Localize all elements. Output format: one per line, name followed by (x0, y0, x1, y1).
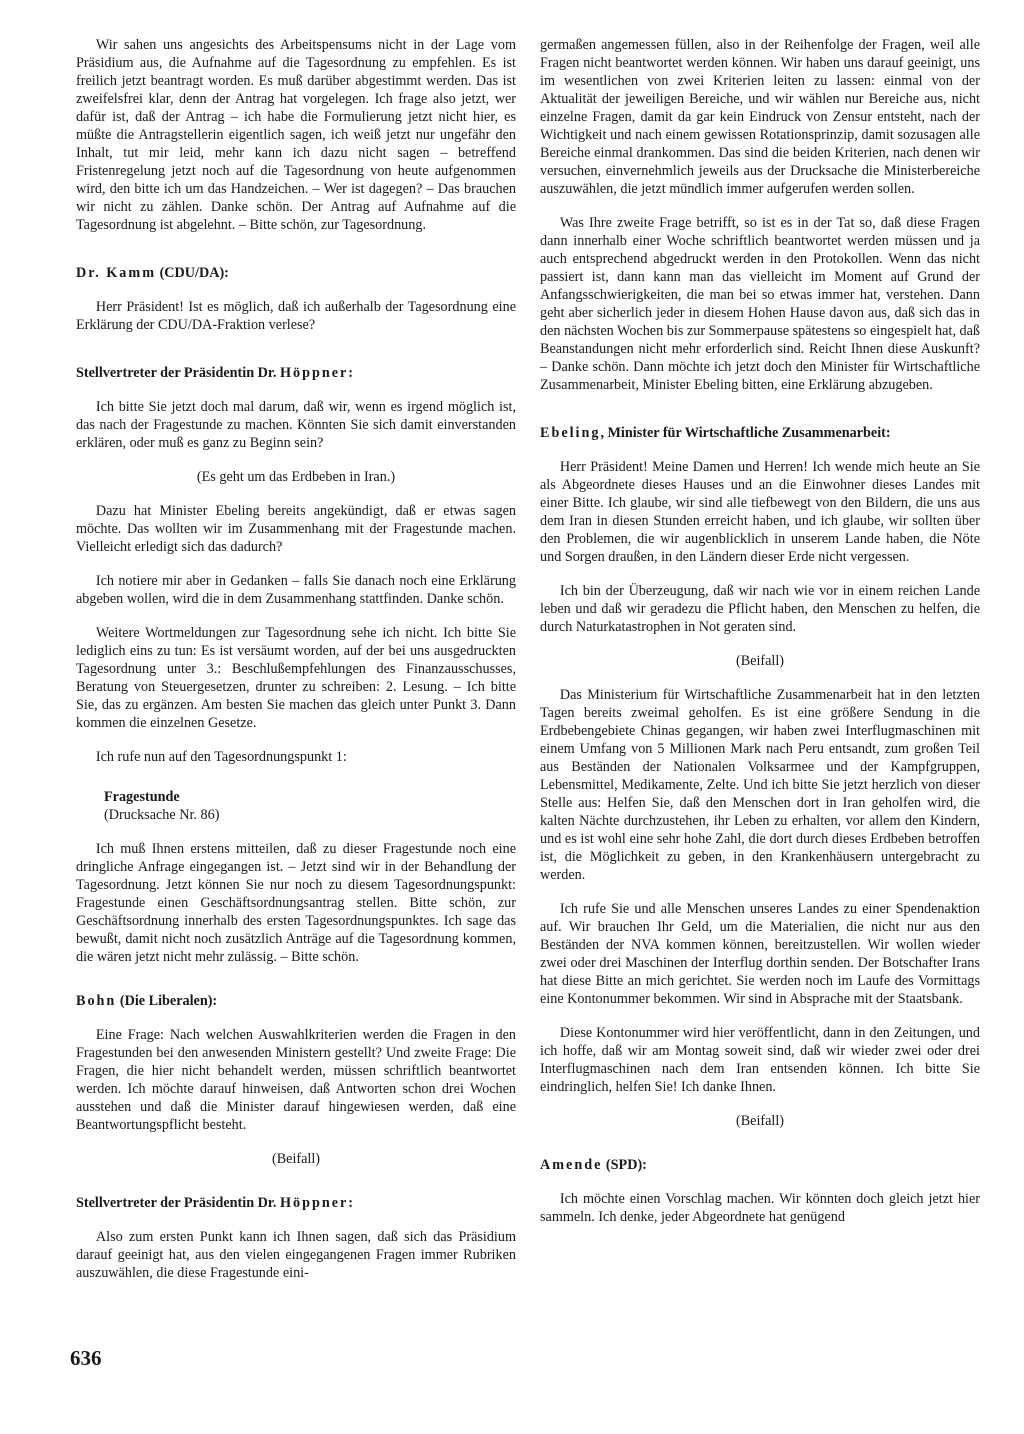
paragraph: Ich bin der Überzeugung, daß wir nach wie vor in einem reichen Lande leben und daß wir geradezu die Pflicht haben, den Menschen zu helfen, die durch Naturkatastrophen in Not geraten sind. (540, 583, 980, 635)
speaker-heading: Bohn (Die Liberalen): (76, 993, 218, 1009)
paragraph: Ich rufe Sie und alle Menschen unseres Landes zu einer Spendenaktion auf. Wir brauchen Ihr Geld, um die Materialien, die nicht nur aus den Beständen der NVA kommen können, bereitzustellen. Wir wollen wieder zwei oder drei Maschinen der Interflug dorthin senden. Der Botschafter Irans hat diese Bitte an mich gerichtet. Sie werden noch im Laufe des Vormittags eine Kontonummer bekommen. Wir sind in Absprache mit der Staatsbank. (540, 901, 980, 1007)
paragraph: Ich möchte einen Vorschlag machen. Wir könnten doch gleich jetzt hier sammeln. Ich denke, jeder Abgeordnete hat genügend (540, 1191, 980, 1225)
paragraph: Ich muß Ihnen erstens mitteilen, daß zu dieser Fragestunde noch eine dringliche Anfrage eingegangen ist. – Jetzt sind wir in der Behandlung der Tagesordnung. Jetzt können Sie nur noch zu diesem Tagesordnungspunkt: Fragestunde einen Geschäftsordnungsantrag stellen. Bitte schön, zur Geschäftsordnung innerhalb des ersten Tagesordnungspunktes. Ich sage das bewußt, damit nicht noch zusätzlich Anträge auf die Tagesordnung kommen, die wären jetzt nicht mehr zulässig. – Bitte schön. (76, 841, 516, 965)
paragraph: Ich rufe nun auf den Tagesordnungspunkt 1: (95, 749, 347, 765)
paragraph: germaßen angemessen füllen, also in der Reihenfolge der Fragen, weil alle Fragen nicht beantwortet werden können. Wir haben uns darauf geeinigt, uns im wesentlichen von zwei Kriterien leiten zu lassen: einmal von der Aktualität der jeweiligen Bereiche, und wir wählen nur Bereiche aus, nicht einzelne Fragen, damit da gar kein Eindruck von Zensur entsteht, nach der Wichtigkeit und nach einem gewissen Rotationsprinzip, damit sozusagen alle Bereiche einmal drankommen. Das sind die beiden Kriterien, nach denen wir versuchen, einvernehmlich jeweils aus der Drucksache die Ministerbereiche auszuwählen, die jetzt mündlich immer aufgerufen werden sollen. (540, 37, 980, 197)
page-number: 636 (70, 1346, 102, 1370)
paragraph: Ich bitte Sie jetzt doch mal darum, daß wir, wenn es irgend möglich ist, das nach der Fragestunde zu machen. Könnten Sie sich damit einverstanden erklären, oder muß es ganz zu Beginn sein? (76, 399, 516, 451)
applause: (Beifall) (735, 653, 785, 669)
paragraph: Dazu hat Minister Ebeling bereits angekündigt, daß er etwas sagen möchte. Das wollten wir im Zusammenhang mit der Fragestunde machen. Vielleicht erledigt sich das dadurch? (76, 503, 516, 555)
speaker-heading: Dr. Kamm (CDU/DA): (76, 265, 229, 281)
paragraph: Herr Präsident! Ist es möglich, daß ich außerhalb der Tagesordnung eine Erklärung der CDU/DA-Fraktion verlese? (76, 299, 516, 333)
agenda-item-reference: (Drucksache Nr. 86) (104, 807, 220, 823)
paragraph: Das Ministerium für Wirtschaftliche Zusammenarbeit hat in den letzten Tagen bereits zweimal geholfen. Es ist eine größere Sendung in die Erdbebengebiete Chinas gegangen, wir haben zwei Interflugmaschinen mit einem Umfang von 5 Millionen Mark nach Peru entsandt, zum großen Teil aus Beständen der Nationalen Volksarmee und der Kampfgruppen, Lebensmittel, Medikamente, Zelte. Und ich bitte Sie jetzt herzlich von dieser Stelle aus: Helfen Sie, daß den Menschen dort in Iran geholfen wird, die kalten Nächte durchzustehen, ihr Leben zu erhalten, vor allem den Kindern, und es ist wohl eine sehr hohe Zahl, die dort durch dieses Erdbeben betroffen ist, die Möglichkeit zu geben, in den Krankenhäusern untergebracht zu werden. (540, 687, 980, 883)
speaker-heading: Stellvertreter der Präsidentin Dr. Höppner: (76, 365, 354, 381)
speaker-heading: Amende (SPD): (540, 1157, 647, 1173)
paragraph: Also zum ersten Punkt kann ich Ihnen sagen, daß sich das Präsidium darauf geeinigt hat, aus den vielen eingegangenen Fragen immer Rubriken auszuwählen, die diese Fragestunde eini- (76, 1229, 516, 1281)
applause: (Beifall) (735, 1113, 785, 1129)
paragraph: Diese Kontonummer wird hier veröffentlicht, dann in den Zeitungen, und ich hoffe, daß wir am Montag soweit sind, daß wir wieder zwei oder drei Interflugmaschinen nach dem Iran entsenden können. Ich bitte Sie eindringlich, helfen Sie! Ich danke Ihnen. (540, 1025, 980, 1095)
paragraph: Was Ihre zweite Frage betrifft, so ist es in der Tat so, daß diese Fragen dann innerhalb einer Woche schriftlich beantwortet werden müssen und ja auch entsprechend abgedruckt werden in den Protokollen. Wenn das nicht passiert ist, dann kann man das vielleicht im Moment auf Grund der Anfangsschwierigkeiten, die man bei so etwas immer hat, verstehen. Dann geht aber sicherlich jeder in diesem Hohen Hause davon aus, daß sich das in den nächsten Wochen bis zur Sommerpause spätestens so eingespielt hat, daß Beanstandungen nicht mehr erforderlich sind. Reicht Ihnen diese Auskunft? – Danke schön. Dann möchte ich jetzt doch den Minister für Wirtschaftliche Zusammenarbeit, Minister Ebeling bitten, eine Erklärung abzugeben. (540, 215, 980, 393)
paragraph: Herr Präsident! Meine Damen und Herren! Ich wende mich heute an Sie als Abgeordnete dieses Hauses und an die Einwohner dieses Landes mit einer Bitte. Ich glaube, wir sind alle tiefbewegt von den Bildern, die uns aus dem Iran in diesen Stunden erreicht haben, und ich glaube, wir sollten über den Problemen, die wir augenblicklich in unserem Lande haben, die Nöte und Sorgen draußen, in den Ländern dieser Erde nicht vergessen. (540, 459, 980, 565)
right-column (540, 36, 980, 1226)
paragraph: Weitere Wortmeldungen zur Tagesordnung sehe ich nicht. Ich bitte Sie lediglich eins zu tun: Es ist versäumt worden, auf der bei uns ausgedruckten Tagesordnung unter 3.: Beschlußempfehlungen des Finanzausschusses, Beratung von Steuergesetzen, drunter zu schreiben: 2. Lesung. – Ich bitte Sie, das zu ergänzen. Am besten Sie machen das gleich unter Punkt 3. Dann kommen die einzelnen Gesetze. (76, 625, 516, 731)
paragraph: Ich notiere mir aber in Gedanken – falls Sie danach noch eine Erklärung abgeben wollen, wird die in dem Zusammenhang stattfinden. Danke schön. (76, 573, 516, 607)
speaker-heading: Stellvertreter der Präsidentin Dr. Höppner: (76, 1195, 354, 1211)
agenda-item-title: Fragestunde (104, 789, 180, 805)
speaker-heading: Ebeling, Minister für Wirtschaftliche Zusammenarbeit: (540, 425, 891, 441)
applause: (Beifall) (271, 1151, 321, 1167)
left-column (76, 36, 516, 1282)
paragraph: Eine Frage: Nach welchen Auswahlkriterien werden die Fragen in den Fragestunden bei den anwesenden Ministern gestellt? Und zweite Frage: Die Fragen, die hier nicht behandelt werden, müssen schriftlich beantwortet werden. Ich möchte darauf hinweisen, daß Antworten schon drei Wochen ausstehen und daß die Minister darauf hingewiesen werden, daß eine Beantwortungspflicht besteht. (76, 1027, 516, 1133)
paragraph: Wir sahen uns angesichts des Arbeitspensums nicht in der Lage vom Präsidium aus, die Aufnahme auf die Tagesordnung zu empfehlen. Es ist freilich jetzt beantragt worden. Es muß darüber abgestimmt werden. Das ist zweifelsfrei klar, denn der Antrag hat vorgelegen. Ich frage also jetzt, wer dafür ist, daß der Antrag – ich habe die Formulierung jetzt nicht hier, es müßte die Antragstellerin eigentlich sagen, ich weiß jetzt nur ungefähr den Inhalt, tut mir leid, mehr kann ich dazu nicht sagen – betreffend Fristenregelung jetzt noch auf die Tagesordnung von heute aufgenommen wird, den bitte ich um das Handzeichen. – Wer ist dagegen? – Das brauchen wir nicht zu zählen. Danke schön. Der Antrag auf Aufnahme auf die Tagesordnung ist abgelehnt. – Bitte schön, zur Tagesordnung. (76, 37, 516, 233)
interjection: (Es geht um das Erdbeben in Iran.) (196, 469, 396, 485)
